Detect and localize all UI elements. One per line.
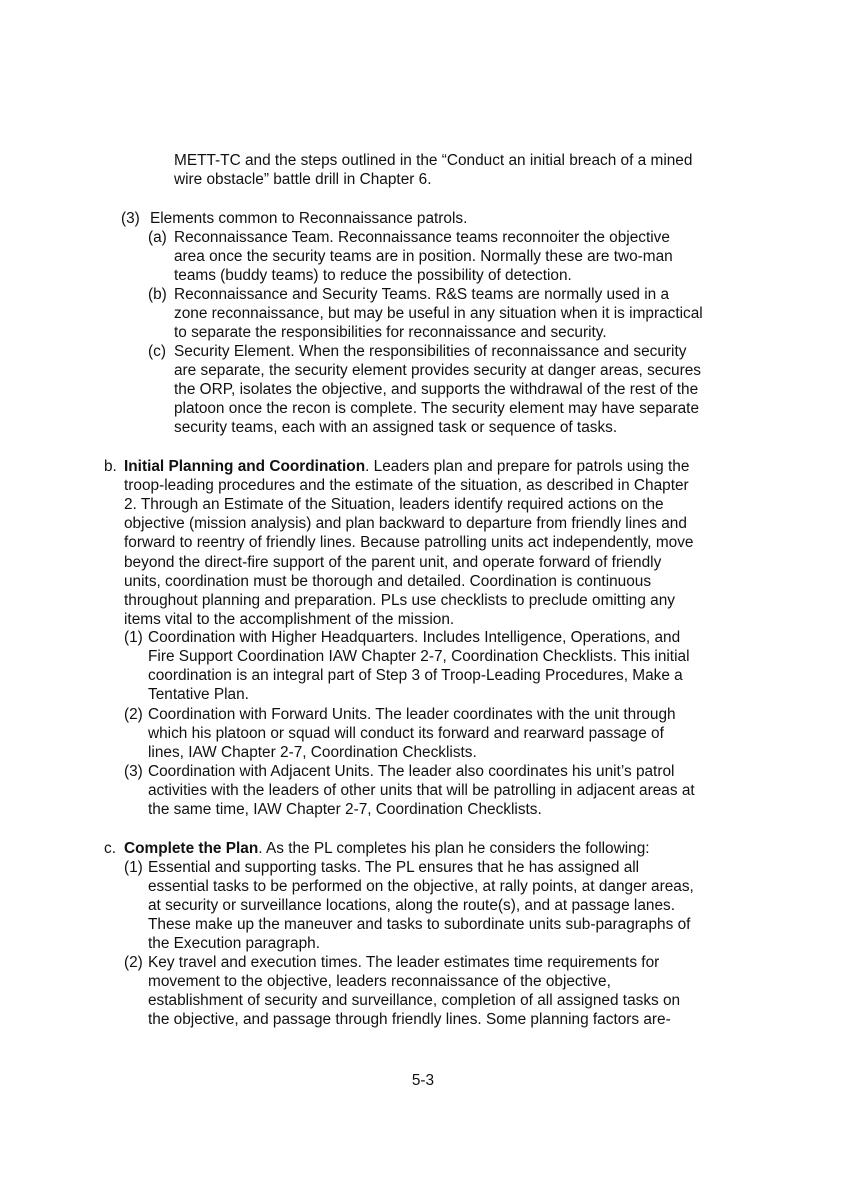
- text-line: [124, 839, 650, 858]
- text-line: are separate, the security element provides security at danger areas, secures: [174, 362, 701, 380]
- paragraph-label: (2): [124, 954, 143, 971]
- paragraph-label: (2): [124, 706, 143, 723]
- text-line: Fire Support Coordination IAW Chapter 2-7, Coordination Checklists. This initial: [148, 648, 690, 666]
- text-line: Essential and supporting tasks. The PL ensures that he has assigned all: [148, 859, 640, 876]
- paragraph-text: . As the PL completes his plan he considers the following:: [258, 840, 650, 857]
- text-line: Tentative Plan.: [148, 686, 249, 704]
- text-line: troop-leading procedures and the estimate of the situation, as described in Chapter: [124, 477, 689, 495]
- text-line: the Execution paragraph.: [148, 935, 320, 953]
- text-line: at security or surveillance locations, along the route(s), and at passage lanes.: [148, 897, 675, 915]
- text-line: to separate the responsibilities for reconnaissance and security.: [174, 324, 607, 342]
- text-line: platoon once the recon is complete. The security element may have separate: [174, 400, 700, 418]
- text-line: Reconnaissance and Security Teams. R&S teams are normally used in a: [174, 286, 670, 303]
- text-line: the objective, and passage through friendly lines. Some planning factors are-: [148, 1011, 671, 1029]
- text-line: zone reconnaissance, but may be useful in any situation when it is impractical: [174, 305, 703, 323]
- text-line: the ORP, isolates the objective, and supports the withdrawal of the rest of the: [174, 381, 699, 399]
- text-line: which his platoon or squad will conduct its forward and rearward passage of: [148, 725, 664, 743]
- text-line: establishment of security and surveillance, completion of all assigned tasks on: [148, 992, 681, 1010]
- paragraph-label: (b): [148, 286, 167, 303]
- text-line: security teams, each with an assigned task or sequence of tasks.: [174, 419, 618, 437]
- text-line: wire obstacle” battle drill in Chapter 6.: [174, 171, 432, 189]
- text-line: area once the security teams are in position. Normally these are two-man: [174, 248, 673, 266]
- paragraph-label: (c): [148, 343, 166, 360]
- text-line: movement to the objective, leaders reconnaissance of the objective,: [148, 973, 611, 991]
- text-line: activities with the leaders of other units that will be patrolling in adjacent areas at: [148, 782, 695, 800]
- text-line: objective (mission analysis) and plan backward to departure from friendly lines and: [124, 515, 687, 533]
- paragraph-label: (a): [148, 229, 167, 246]
- text-line: items vital to the accomplishment of the mission.: [124, 610, 455, 628]
- paragraph-label: (3): [124, 763, 143, 780]
- text-line: throughout planning and preparation. PLs use checklists to preclude omitting any: [124, 591, 675, 609]
- text-line: coordination is an integral part of Step 3 of Troop-Leading Procedures, Make a: [148, 667, 683, 685]
- text-line: teams (buddy teams) to reduce the possibility of detection.: [174, 267, 572, 285]
- paragraph-label: (1): [124, 859, 143, 876]
- text-line: beyond the direct-fire support of the parent unit, and operate forward of friendly: [124, 553, 662, 571]
- paragraph-label: (1): [124, 629, 143, 646]
- text-line: Key travel and execution times. The leader estimates time requirements for: [148, 954, 660, 971]
- text-line: forward to reentry of friendly lines. Because patrolling units act independently, move: [124, 534, 694, 552]
- text-line: Reconnaissance Team. Reconnaissance teams reconnoiter the objective: [174, 229, 670, 246]
- text-line: These make up the maneuver and tasks to subordinate units sub-paragraphs of: [148, 916, 691, 934]
- text-line: METT-TC and the steps outlined in the “Conduct an initial breach of a mined: [174, 152, 693, 169]
- page-number: 5-3: [411, 1072, 435, 1089]
- paragraph-label: c.: [104, 840, 116, 857]
- text-line: Coordination with Higher Headquarters. Includes Intelligence, Operations, and: [148, 629, 681, 646]
- paragraph-label: b.: [104, 458, 117, 475]
- text-line: 2. Through an Estimate of the Situation, leaders identify required actions on the: [124, 496, 664, 514]
- paragraph-label: (3): [121, 210, 140, 227]
- text-line: units, coordination must be thorough and detailed. Coordination is continuous: [124, 572, 652, 590]
- text-line: Elements common to Reconnaissance patrols.: [150, 210, 468, 227]
- paragraph-heading: Initial Planning and Coordination: [124, 458, 366, 475]
- text-line: essential tasks to be performed on the objective, at rally points, at danger areas,: [148, 878, 694, 896]
- paragraph-text: . Leaders plan and prepare for patrols using the: [365, 458, 690, 475]
- paragraph-heading: Complete the Plan: [124, 840, 259, 857]
- text-line: Coordination with Adjacent Units. The leader also coordinates his unit’s patrol: [148, 763, 675, 780]
- text-line: Security Element. When the responsibilities of reconnaissance and security: [174, 343, 687, 360]
- text-line: Coordination with Forward Units. The leader coordinates with the unit through: [148, 706, 676, 723]
- text-line: [124, 457, 689, 476]
- text-line: lines, IAW Chapter 2-7, Coordination Checklists.: [148, 744, 477, 762]
- text-line: the same time, IAW Chapter 2-7, Coordination Checklists.: [148, 801, 542, 819]
